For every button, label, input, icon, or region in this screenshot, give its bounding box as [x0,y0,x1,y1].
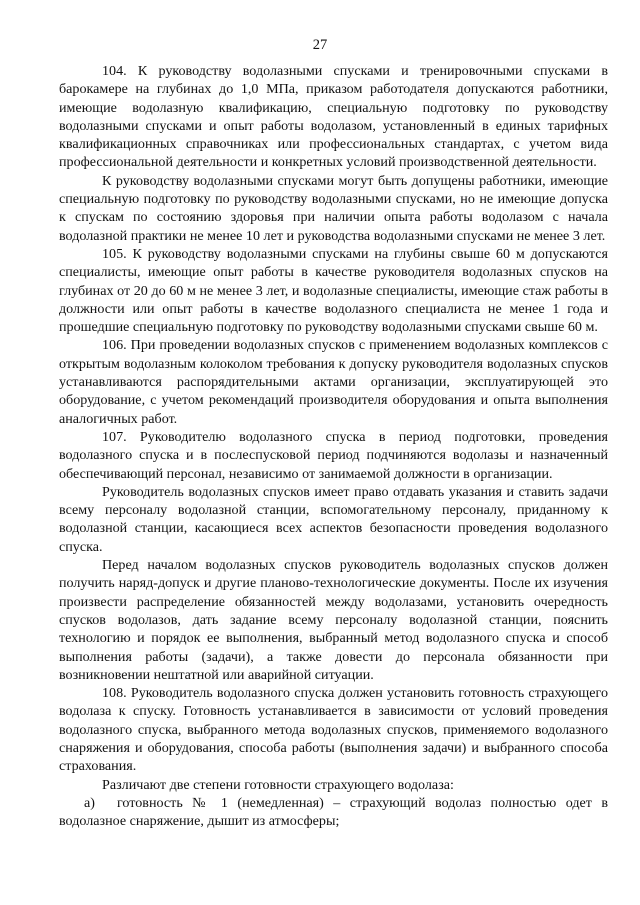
paragraph: К руководству водолазными спусками могут быть допущены работники, имеющие специальную подготовку по руководству водолазными спусками, но не имеющие допуска к спускам по состоянию здоровья при наличии опыта работы водолазом с начала водолазной практики не менее 10 лет и руководства водолазными спусками не менее 3 лет. [59,172,608,244]
document-body [59,62,608,830]
paragraph: Руководитель водолазных спусков имеет право отдавать указания и ставить задачи всему персоналу водолазной станции, вспомогательному персоналу, приданному к водолазной станции, касающиеся всех аспектов безопасности проведения водолазного спуска. [59,483,608,555]
page-number: 27 [312,37,328,53]
paragraph: Различают две степени готовности страхующего водолаза: [102,776,454,793]
paragraph-105: 105. К руководству водолазными спусками на глубины свыше 60 м допускаются специалисты, имеющие опыт работы в качестве руководителя водолазных спусков на глубинах от 20 до 60 м не менее 3 лет, и водолазные специалисты, имеющие стаж работы в должности или опыт работы в качестве водолазного специалиста не менее 1 года и прошедшие специальную подготовку по руководству водолазными спусками свыше 60 м. [59,245,608,336]
paragraph-107: 107. Руководителю водолазного спуска в период подготовки, проведения водолазного спуска и в послеспусковой период подчиняются водолазы и назначенный обеспечивающий персонал, независимо от занимаемой должности в организации. [59,428,608,482]
paragraph-108: 108. Руководитель водолазного спуска должен установить готовность страхующего водолаза к спуску. Готовность устанавливается в зависимости от условий проведения водолазного спуска, выбранного метода водолазных спусков, применяемого водолазного снаряжения и оборудования, способа работы (выполнения задачи) и выбранного способа страхования. [59,685,608,775]
list-item [59,794,608,831]
list-item-text: готовность № 1 (немедленная) – страхующий водолаз полностью одет в водолазное снаряжение, дышит из атмосферы; [59,794,608,830]
paragraph-106: 106. При проведении водолазных спусков с применением водолазных комплексов с открытым водолазным колоколом требования к допуску руководителя водолазных спусков устанавливаются распорядительными актами организации, эксплуатирующей это оборудование, с учетом рекомендаций производителя оборудования и опыта выполнения аналогичных работ. [59,337,608,427]
paragraph-104: 104. К руководству водолазными спусками и тренировочными спусками в барокамере на глубинах до 1,0 МПа, приказом работодателя допускаются работники, имеющие водолазную квалификацию, специальную подготовку по руководству водолазными спусками и опыт работы водолазом, установленный в единых тарифных квалификационных справочниках или профессиональных стандартах, с учетом вида профессиональной деятельности и конкретных условий производственной деятельности. [59,63,608,171]
list-marker: а) [84,794,95,811]
paragraph: Перед началом водолазных спусков руководитель водолазных спусков должен получить наряд-допуск и другие планово-технологические документы. После их изучения произвести распределение обязанностей между водолазами, установить очередность спусков водолазов, дать задание всему персоналу водолазной станции, пояснить технологию и порядок ее выполнения, выбранный метод водолазного спуска и способ выполнения работы (задачи), а также довести до персонала обязанности при возникновении нештатной или аварийной ситуации. [59,557,608,683]
